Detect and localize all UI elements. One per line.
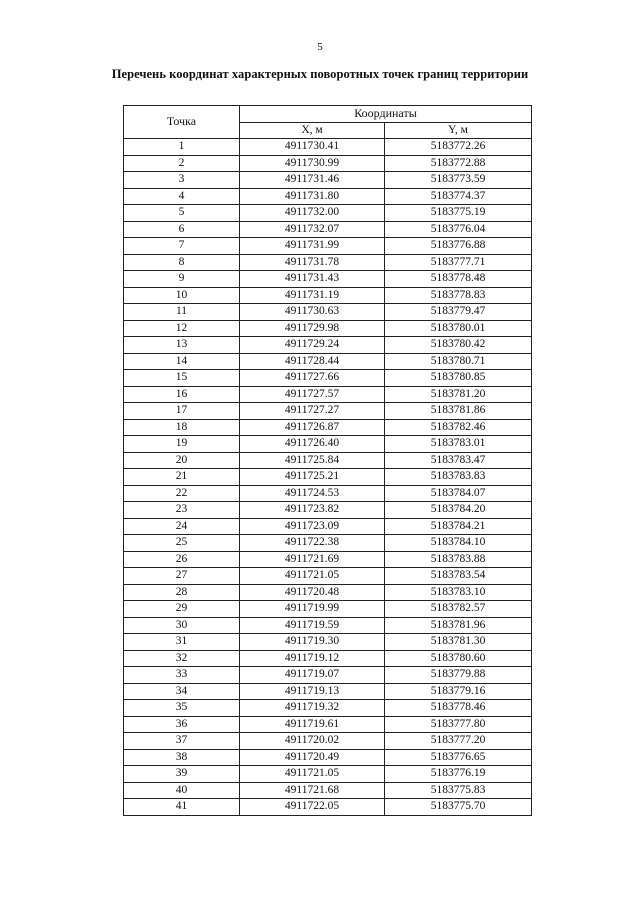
y-coordinate-cell: 5183783.54 [385,568,532,585]
table-row [124,403,532,420]
point-number-cell: 41 [124,799,240,816]
point-number-cell: 35 [124,700,240,717]
header-x: X, м [240,122,385,139]
x-coordinate-cell: 4911730.41 [240,139,385,156]
x-coordinate-cell: 4911728.44 [240,353,385,370]
x-coordinate-cell: 4911723.82 [240,502,385,519]
y-coordinate-cell: 5183784.21 [385,518,532,535]
point-number-cell: 37 [124,733,240,750]
table-row [124,320,532,337]
coordinates-table [123,105,532,816]
x-coordinate-cell: 4911731.46 [240,172,385,189]
table-row [124,419,532,436]
y-coordinate-cell: 5183775.70 [385,799,532,816]
x-coordinate-cell: 4911725.21 [240,469,385,486]
table-row [124,254,532,271]
point-number-cell: 6 [124,221,240,238]
point-number-cell: 38 [124,749,240,766]
x-coordinate-cell: 4911731.80 [240,188,385,205]
x-coordinate-cell: 4911725.84 [240,452,385,469]
table-row [124,617,532,634]
table-row [124,799,532,816]
x-coordinate-cell: 4911719.07 [240,667,385,684]
header-y: Y, м [385,122,532,139]
y-coordinate-cell: 5183784.20 [385,502,532,519]
x-coordinate-cell: 4911727.66 [240,370,385,387]
table-row [124,271,532,288]
table-row [124,551,532,568]
point-number-cell: 12 [124,320,240,337]
x-coordinate-cell: 4911719.61 [240,716,385,733]
y-coordinate-cell: 5183783.83 [385,469,532,486]
y-coordinate-cell: 5183783.10 [385,584,532,601]
table-row [124,733,532,750]
point-number-cell: 25 [124,535,240,552]
x-coordinate-cell: 4911723.09 [240,518,385,535]
point-number-cell: 32 [124,650,240,667]
x-coordinate-cell: 4911719.99 [240,601,385,618]
point-number-cell: 11 [124,304,240,321]
table-row [124,452,532,469]
point-number-cell: 39 [124,766,240,783]
x-coordinate-cell: 4911721.05 [240,568,385,585]
y-coordinate-cell: 5183775.83 [385,782,532,799]
y-coordinate-cell: 5183775.19 [385,205,532,222]
y-coordinate-cell: 5183780.85 [385,370,532,387]
point-number-cell: 13 [124,337,240,354]
x-coordinate-cell: 4911719.13 [240,683,385,700]
y-coordinate-cell: 5183783.47 [385,452,532,469]
x-coordinate-cell: 4911730.99 [240,155,385,172]
y-coordinate-cell: 5183779.47 [385,304,532,321]
table-row [124,155,532,172]
x-coordinate-cell: 4911719.59 [240,617,385,634]
table-row [124,386,532,403]
y-coordinate-cell: 5183772.26 [385,139,532,156]
point-number-cell: 2 [124,155,240,172]
y-coordinate-cell: 5183777.20 [385,733,532,750]
point-number-cell: 40 [124,782,240,799]
point-number-cell: 15 [124,370,240,387]
y-coordinate-cell: 5183774.37 [385,188,532,205]
point-number-cell: 9 [124,271,240,288]
table-row [124,749,532,766]
y-coordinate-cell: 5183773.59 [385,172,532,189]
x-coordinate-cell: 4911721.69 [240,551,385,568]
point-number-cell: 5 [124,205,240,222]
document-title: Перечень координат характерных поворотных точек границ территории [111,67,529,81]
table-row [124,782,532,799]
point-number-cell: 31 [124,634,240,651]
table-row [124,766,532,783]
point-number-cell: 17 [124,403,240,420]
y-coordinate-cell: 5183782.57 [385,601,532,618]
point-number-cell: 29 [124,601,240,618]
header-coordinates: Координаты [240,106,532,123]
y-coordinate-cell: 5183779.16 [385,683,532,700]
table-body [124,139,532,816]
y-coordinate-cell: 5183783.88 [385,551,532,568]
point-number-cell: 4 [124,188,240,205]
y-coordinate-cell: 5183777.80 [385,716,532,733]
table-row [124,502,532,519]
point-number-cell: 36 [124,716,240,733]
table-row [124,716,532,733]
table-row [124,370,532,387]
table-row [124,518,532,535]
table-header [124,106,532,139]
y-coordinate-cell: 5183784.07 [385,485,532,502]
point-number-cell: 14 [124,353,240,370]
table-row [124,221,532,238]
table-row [124,238,532,255]
table-row [124,436,532,453]
point-number-cell: 16 [124,386,240,403]
point-number-cell: 22 [124,485,240,502]
point-number-cell: 34 [124,683,240,700]
table-row [124,172,532,189]
x-coordinate-cell: 4911724.53 [240,485,385,502]
table-row [124,584,532,601]
y-coordinate-cell: 5183776.04 [385,221,532,238]
x-coordinate-cell: 4911719.32 [240,700,385,717]
table-row [124,634,532,651]
point-number-cell: 3 [124,172,240,189]
y-coordinate-cell: 5183781.30 [385,634,532,651]
y-coordinate-cell: 5183780.42 [385,337,532,354]
table-row [124,667,532,684]
point-number-cell: 18 [124,419,240,436]
x-coordinate-cell: 4911731.99 [240,238,385,255]
table-row [124,485,532,502]
point-number-cell: 30 [124,617,240,634]
table-row [124,469,532,486]
point-number-cell: 28 [124,584,240,601]
x-coordinate-cell: 4911726.40 [240,436,385,453]
x-coordinate-cell: 4911720.02 [240,733,385,750]
x-coordinate-cell: 4911732.00 [240,205,385,222]
y-coordinate-cell: 5183780.60 [385,650,532,667]
point-number-cell: 19 [124,436,240,453]
x-coordinate-cell: 4911731.43 [240,271,385,288]
x-coordinate-cell: 4911719.12 [240,650,385,667]
x-coordinate-cell: 4911722.05 [240,799,385,816]
point-number-cell: 8 [124,254,240,271]
x-coordinate-cell: 4911719.30 [240,634,385,651]
point-number-cell: 20 [124,452,240,469]
table-row [124,139,532,156]
point-number-cell: 21 [124,469,240,486]
table-row [124,650,532,667]
y-coordinate-cell: 5183779.88 [385,667,532,684]
point-number-cell: 23 [124,502,240,519]
y-coordinate-cell: 5183782.46 [385,419,532,436]
x-coordinate-cell: 4911731.19 [240,287,385,304]
x-coordinate-cell: 4911726.87 [240,419,385,436]
table-row [124,683,532,700]
point-number-cell: 10 [124,287,240,304]
y-coordinate-cell: 5183781.20 [385,386,532,403]
y-coordinate-cell: 5183776.65 [385,749,532,766]
point-number-cell: 7 [124,238,240,255]
x-coordinate-cell: 4911720.48 [240,584,385,601]
y-coordinate-cell: 5183778.48 [385,271,532,288]
x-coordinate-cell: 4911722.38 [240,535,385,552]
y-coordinate-cell: 5183780.71 [385,353,532,370]
x-coordinate-cell: 4911729.24 [240,337,385,354]
y-coordinate-cell: 5183781.86 [385,403,532,420]
y-coordinate-cell: 5183776.19 [385,766,532,783]
x-coordinate-cell: 4911720.49 [240,749,385,766]
point-number-cell: 27 [124,568,240,585]
table-row [124,700,532,717]
y-coordinate-cell: 5183781.96 [385,617,532,634]
x-coordinate-cell: 4911721.05 [240,766,385,783]
point-number-cell: 33 [124,667,240,684]
x-coordinate-cell: 4911732.07 [240,221,385,238]
y-coordinate-cell: 5183783.01 [385,436,532,453]
table-row [124,353,532,370]
point-number-cell: 24 [124,518,240,535]
y-coordinate-cell: 5183772.88 [385,155,532,172]
x-coordinate-cell: 4911729.98 [240,320,385,337]
page-number: 5 [317,41,323,53]
table-row [124,188,532,205]
y-coordinate-cell: 5183778.83 [385,287,532,304]
y-coordinate-cell: 5183778.46 [385,700,532,717]
table-row [124,535,532,552]
header-point: Точка [124,106,240,139]
y-coordinate-cell: 5183780.01 [385,320,532,337]
table-row [124,568,532,585]
table-row [124,337,532,354]
y-coordinate-cell: 5183776.88 [385,238,532,255]
y-coordinate-cell: 5183777.71 [385,254,532,271]
table-row [124,601,532,618]
point-number-cell: 1 [124,139,240,156]
table-row [124,287,532,304]
table-row [124,304,532,321]
x-coordinate-cell: 4911731.78 [240,254,385,271]
x-coordinate-cell: 4911727.27 [240,403,385,420]
x-coordinate-cell: 4911721.68 [240,782,385,799]
point-number-cell: 26 [124,551,240,568]
table-row [124,205,532,222]
y-coordinate-cell: 5183784.10 [385,535,532,552]
x-coordinate-cell: 4911727.57 [240,386,385,403]
x-coordinate-cell: 4911730.63 [240,304,385,321]
